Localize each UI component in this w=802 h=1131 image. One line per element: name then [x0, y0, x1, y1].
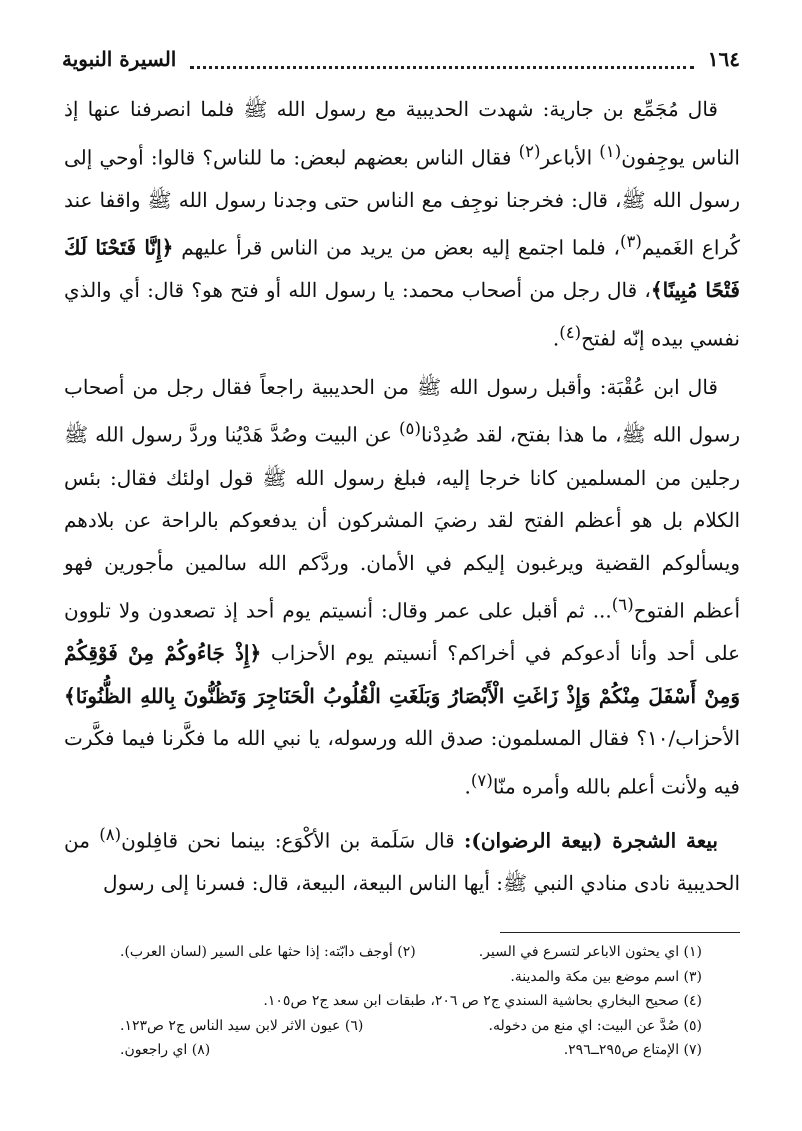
main-text	[64, 88, 740, 905]
text-segment: قال ابن عُقْبَة: وأقبل رسول الله ﷺ من الحديبية راجعاً فقال رجل من أصحاب رسول الله ﷺ، ما هذا بفتح، لقد صُدِدْنا	[64, 374, 741, 448]
text-segment: عن البيت وصُدَّ هَدْيُنا وردَّ رسول الله ﷺ رجلين من المسلمين كانا خرجا إليه، فبلغ رسول الله ﷺ قول اولئك فقال: بئس الكلام بل هو أعظم الفتح لقد رضيَ المشركون أن يدفعوكم بالراحة عن بلادهم ويسألوكم القضية ويرغبون إليكم في الأمان. وردَّكم الله سالمين مأجورين فهو أعظم الفتوح	[64, 423, 740, 623]
footnote-4: (٤) صحيح البخاري بحاشية السندي ج٢ ص ٢٠٦، طبقات ابن سعد ج٢ ص١٠٥.	[263, 993, 702, 1009]
running-title: السيرة النبوية	[62, 47, 177, 71]
footnote-marker: (٨)	[99, 824, 122, 844]
footnote-marker: (٥)	[398, 419, 421, 439]
footnote-row	[120, 1014, 702, 1039]
footnote-marker: (٣)	[619, 232, 642, 252]
footnote-separator	[500, 932, 740, 933]
page-header	[62, 42, 740, 76]
footnote-row	[120, 1038, 702, 1063]
footnote-row	[120, 940, 702, 965]
page-number: ١٦٤	[707, 47, 740, 71]
text-segment: فقال الناس بعضهم لبعض: ما للناس؟ قالوا: أوحي إلى رسول الله ﷺ، قال: فخرجنا نوجِف مع الناس حتى وجدنا رسول الله ﷺ واقفا عند كُراع الغَميم	[64, 145, 740, 260]
text-segment: الأباعر	[540, 145, 600, 170]
quran-verse: ﴿إِنَّا فَتَحْنَا لَكَ فَتْحًا مُبِينًا﴾	[64, 235, 740, 303]
paragraph	[64, 814, 740, 905]
text-segment: ... ثم أقبل على عمر وقال: أنسيتم يوم أحد إذ تصعدون ولا تلوون على أحد وأنا أدعوكم في أخراكم؟ أنسيتم يوم الأحزاب	[64, 598, 741, 666]
text-segment: قال سَلَمة بن الأكْوَع: بينما نحن قافِلون	[121, 828, 464, 853]
footnote-7: (٧) الإمتاع ص٢٩٥ــ٢٩٦.	[563, 1042, 702, 1058]
header-dotted-leader	[190, 56, 693, 69]
footnote-8: (٨) اي راجعون.	[120, 1042, 211, 1058]
footnote-marker: (٢)	[518, 141, 541, 161]
footnote-6: (٦) عيون الاثر لابن سيد الناس ج٢ ص١٢٣.	[120, 1017, 364, 1034]
footnote-marker: (٦)	[611, 595, 634, 615]
footnote-marker: (٧)	[470, 770, 493, 790]
paragraph	[64, 88, 740, 360]
text-segment: من الحديبية نادى منادي النبي ﷺ: أيها الناس البيعة، البيعة، قال: فسرنا إلى رسول	[64, 828, 740, 896]
text-segment: .	[464, 774, 471, 799]
footnote-marker: (١)	[599, 141, 622, 161]
footnote-5: (٥) صُدَّ عن البيت: اي منع من دخوله.	[488, 1017, 702, 1034]
text-segment: الأحزاب/١٠؟ فقال المسلمون: صدق الله ورسوله، يا نبي الله ما فكَّرنا فيما فكَّرت فيه ولأنت أعلم بالله وأمره منّا	[64, 726, 740, 799]
paragraph	[64, 366, 740, 808]
text-segment: .	[552, 326, 560, 351]
footnotes	[120, 940, 702, 1063]
quran-verse: ﴿إِذْ جَاءُوكُمْ مِنْ فَوْقِكُمْ وَمِنْ أَسْفَلَ مِنْكُمْ وَإِذْ زَاغَتِ الْأَبْصَارُ وَبَلَغَتِ الْقُلُوبُ الْحَنَاجِرَ وَتَظُنُّونَ بِاللهِ الظُّنُونَا﴾	[64, 641, 740, 708]
section-heading-inline: بيعة الشجرة (بيعة الرضوان):	[463, 828, 719, 853]
text-segment: قال مُجَمِّع بن جارية: شهدت الحديبية مع رسول الله ﷺ فلما انصرفنا عنها إذ الناس يوجِفون	[64, 97, 740, 170]
footnote-marker: (٤)	[559, 322, 582, 342]
text-segment: ، قال رجل من أصحاب محمد: يا رسول الله أو فتح هو؟ قال: أي والذي نفسي بيده إنّه لفتح	[64, 278, 740, 351]
footnote-1: (١) اي يحثون الاباعر لتسرع في السير.	[478, 944, 702, 960]
footnote-3: (٣) اسم موضع بين مكة والمدينة.	[510, 968, 702, 985]
text-segment: ، فلما اجتمع إليه بعض من يريد من الناس قرأ عليهم	[173, 235, 620, 260]
footnote-2: (٢) أوجف دابّته: إذا حثها على السير (لسان العرب).	[120, 944, 416, 960]
